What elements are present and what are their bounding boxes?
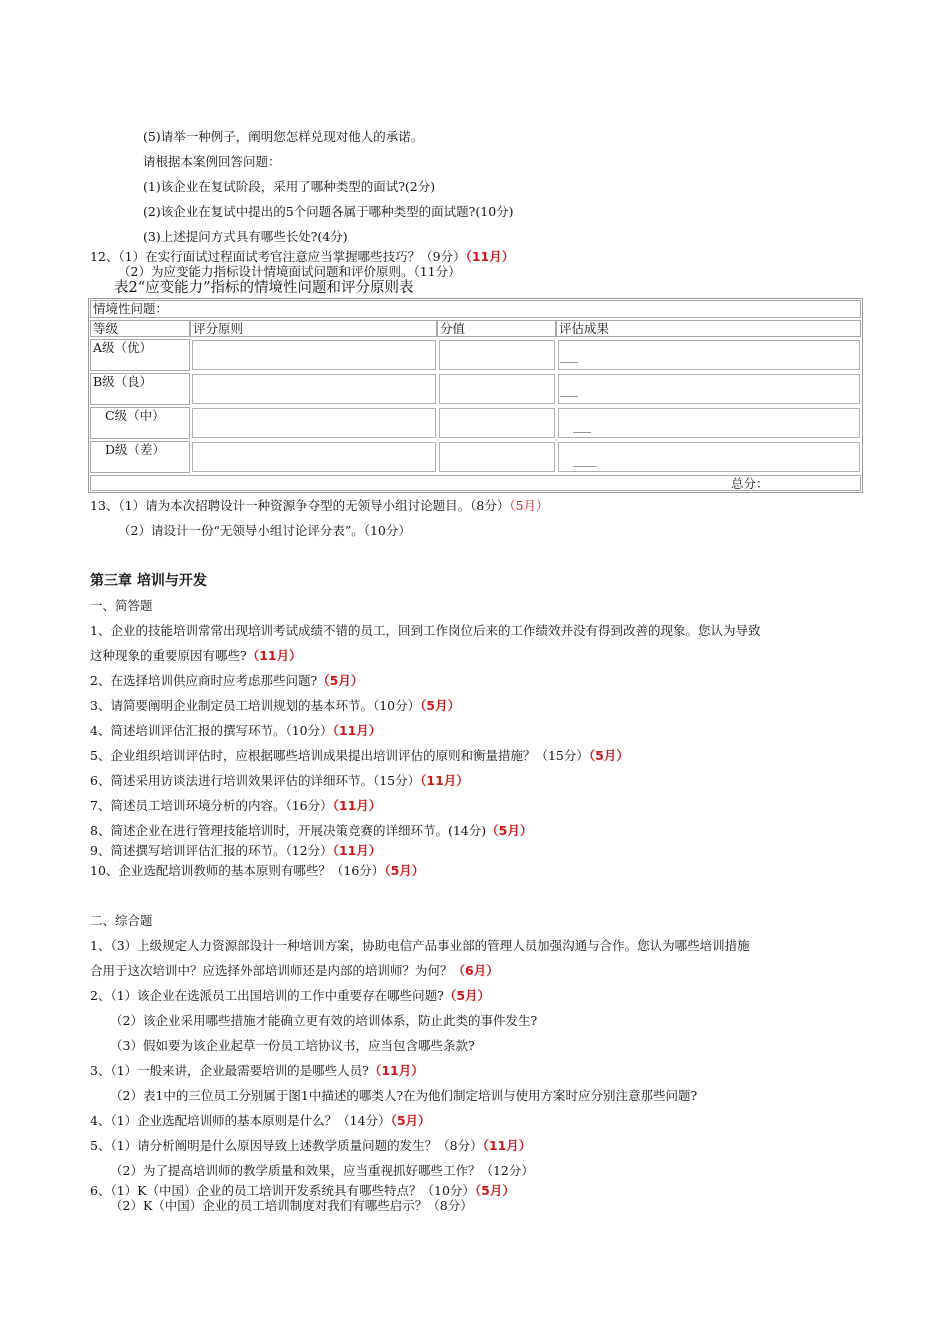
case-q5: (5)请举一种例子，阐明您怎样兑现对他人的承诺。 — [143, 129, 424, 144]
principle-a-box — [192, 340, 436, 370]
comp-q2-part3: （3）假如要为该企业起草一份员工培协议书，应当包含哪些条款? — [110, 1038, 475, 1053]
comp-q3-text: 3、（1）一般来讲，企业最需要培训的是哪些人员? — [90, 1063, 369, 1078]
short-q6 — [90, 773, 469, 789]
short-q4 — [90, 723, 381, 739]
chapter-title: 第三章 培训与开发 — [90, 573, 207, 589]
short-q3 — [90, 698, 460, 714]
header-result: 评估成果 — [556, 320, 861, 337]
table-caption: 表2“应变能力”指标的情境性问题和评分原则表 — [114, 280, 414, 296]
principle-b-box — [192, 374, 436, 404]
grade-b: B级（良） — [90, 373, 190, 405]
comp-q1-line2 — [90, 963, 499, 979]
comp-q3-part2: （2）表1中的三位员工分别属于图1中描述的哪类人?在为他们制定培训与使用方案时应分别注意那些问题? — [110, 1088, 698, 1103]
score-b-box — [439, 374, 555, 404]
comp-q5-text: 5、（1）请分析阐明是什么原因导致上述教学质量问题的发生？（8分） — [90, 1138, 483, 1153]
short-q10-month: （5月） — [384, 863, 425, 878]
comp-q5-part2: （2）为了提高培训师的教学质量和效果，应当重视抓好哪些工作？（12分） — [110, 1163, 534, 1178]
short-q8-month: （5月） — [486, 823, 533, 838]
short-q2 — [90, 673, 363, 689]
short-q6-text: 6、简述采用访谈法进行培训效果评估的详细环节。（15分） — [90, 773, 421, 788]
short-q8-text: 8、简述企业在进行管理技能培训时，开展决策竞赛的详细环节。(14分) — [90, 823, 487, 838]
comp-q6-part2: （2）K（中国）企业的员工培训制度对我们有哪些启示？（8分） — [110, 1198, 473, 1213]
result-d-box — [558, 442, 860, 472]
short-q5-text: 5、企业组织培训评估时，应根据哪些培训成果提出培训评估的原则和衡量措施？（15分） — [90, 748, 589, 763]
short-q6-month: （11月） — [420, 773, 469, 788]
case-q3: (3)上述提问方式具有哪些长处?(4分) — [143, 229, 348, 244]
comp-q2-text: 2、（1）该企业在选派员工出国培训的工作中重要存在哪些问题? — [90, 988, 444, 1003]
section-short-answer: 一、简答题 — [90, 598, 153, 613]
short-q1-line2 — [90, 648, 302, 664]
header-principle: 评分原则 — [190, 320, 437, 337]
comp-q1-text2: 合用于这次培训中？应选择外部培训师还是内部的培训师？为何？ — [90, 963, 453, 978]
comp-q3-month: （11月） — [368, 1063, 424, 1078]
comp-q1-line1: 1、（3）上级规定人力资源部设计一种培训方案，协助电信产品事业部的管理人员加强沟通与合作。您认为哪些培训措施 — [90, 938, 750, 953]
short-q1-line1: 1、企业的技能培训常常出现培训考试成绩不错的员工，回到工作岗位后来的工作绩效并没有得到改善的现象。您认为导致 — [90, 623, 761, 638]
score-a-box — [439, 340, 555, 370]
total-row — [90, 475, 861, 491]
comp-q6-part1 — [90, 1183, 515, 1199]
grade-a: A级（优） — [90, 339, 190, 371]
section-comprehensive: 二、综合题 — [90, 913, 153, 928]
short-q1-text2: 这种现象的重要原因有哪些? — [90, 648, 247, 663]
short-q4-text: 4、简述培训评估汇报的撰写环节。（10分） — [90, 723, 333, 738]
result-a-blank: ___ — [560, 349, 578, 363]
case-q1: (1)该企业在复试阶段，采用了哪种类型的面试?(2分) — [143, 179, 436, 194]
comp-q4-month: （5月） — [390, 1113, 431, 1128]
q13-month: （5月） — [509, 498, 549, 513]
short-q5-month: （5月） — [588, 748, 629, 763]
q13-part2: （2）请设计一份“无领导小组讨论评分表”。（10分） — [118, 523, 411, 538]
question-label: 情境性问题： — [93, 301, 169, 316]
case-q2: (2)该企业在复试中提出的5个问题各属于哪种类型的面试题?(10分) — [143, 204, 514, 219]
comp-q4 — [90, 1113, 431, 1129]
q12-part2: （2）为应变能力指标设计情境面试问题和评价原则。（11分） — [118, 264, 461, 279]
principle-d-box — [192, 442, 436, 472]
short-q4-month: （11月） — [332, 723, 382, 738]
short-q9 — [90, 843, 381, 859]
result-d-blank: ____ — [573, 453, 597, 467]
scoring-table — [88, 298, 863, 493]
comp-q4-text: 4、（1）企业选配培训师的基本原则是什么？（14分） — [90, 1113, 391, 1128]
comp-q3-part1 — [90, 1063, 424, 1079]
principle-c-box — [192, 408, 436, 438]
comp-q5-month: （11月） — [482, 1138, 532, 1153]
result-c-box — [558, 408, 860, 438]
short-q7 — [90, 798, 381, 814]
short-q1-month: （11月） — [246, 648, 302, 663]
q13-part1-text: 13、（1）请为本次招聘设计一种资源争夺型的无领导小组讨论题目。（8分） — [90, 498, 510, 513]
short-q9-text: 9、简述撰写培训评估汇报的环节。（12分） — [90, 843, 333, 858]
q12-month: （11月） — [465, 249, 515, 264]
short-q7-text: 7、简述员工培训环境分析的内容。（16分） — [90, 798, 333, 813]
comp-q2-part1 — [90, 988, 490, 1004]
short-q2-month: （5月） — [317, 673, 364, 688]
comp-q6-text: 6、（1）K（中国）企业的员工培训开发系统具有哪些特点？（10分） — [90, 1183, 475, 1198]
case-prompt: 请根据本案例回答问题： — [143, 154, 281, 169]
short-q10-text: 10、企业选配培训教师的基本原则有哪些？（16分） — [90, 863, 385, 878]
score-c-box — [439, 408, 555, 438]
total-label: 总分： — [731, 476, 769, 491]
score-d-box — [439, 442, 555, 472]
q13-part1 — [90, 498, 549, 514]
short-q3-month: （5月） — [420, 698, 461, 713]
comp-q6-month: （5月） — [474, 1183, 515, 1198]
result-b-blank: ___ — [560, 383, 578, 397]
comp-q1-month: （6月） — [452, 963, 499, 978]
short-q9-month: （11月） — [332, 843, 382, 858]
header-grade: 等级 — [90, 320, 190, 337]
comp-q2-month: （5月） — [443, 988, 491, 1003]
short-q5 — [90, 748, 629, 764]
question-row — [90, 300, 861, 318]
grade-d: D级（差） — [90, 441, 190, 473]
short-q7-month: （11月） — [332, 798, 382, 813]
q12-part1-text: 12、（1）在实行面试过程面试考官注意应当掌握哪些技巧？（9分） — [90, 249, 466, 264]
comp-q2-part2: （2）该企业采用哪些措施才能确立更有效的培训体系，防止此类的事件发生? — [110, 1013, 538, 1028]
short-q3-text: 3、请简要阐明企业制定员工培训规划的基本环节。（10分） — [90, 698, 421, 713]
short-q2-text: 2、在选择培训供应商时应考虑那些问题? — [90, 673, 318, 688]
header-score: 分值 — [437, 320, 556, 337]
result-c-blank: ___ — [573, 419, 591, 433]
result-b-box — [558, 374, 860, 404]
grade-c: C级（中） — [90, 407, 190, 439]
short-q8 — [90, 823, 532, 839]
q12-part1 — [90, 249, 514, 265]
short-q10 — [90, 863, 424, 879]
comp-q5-part1 — [90, 1138, 531, 1154]
result-a-box — [558, 340, 860, 370]
